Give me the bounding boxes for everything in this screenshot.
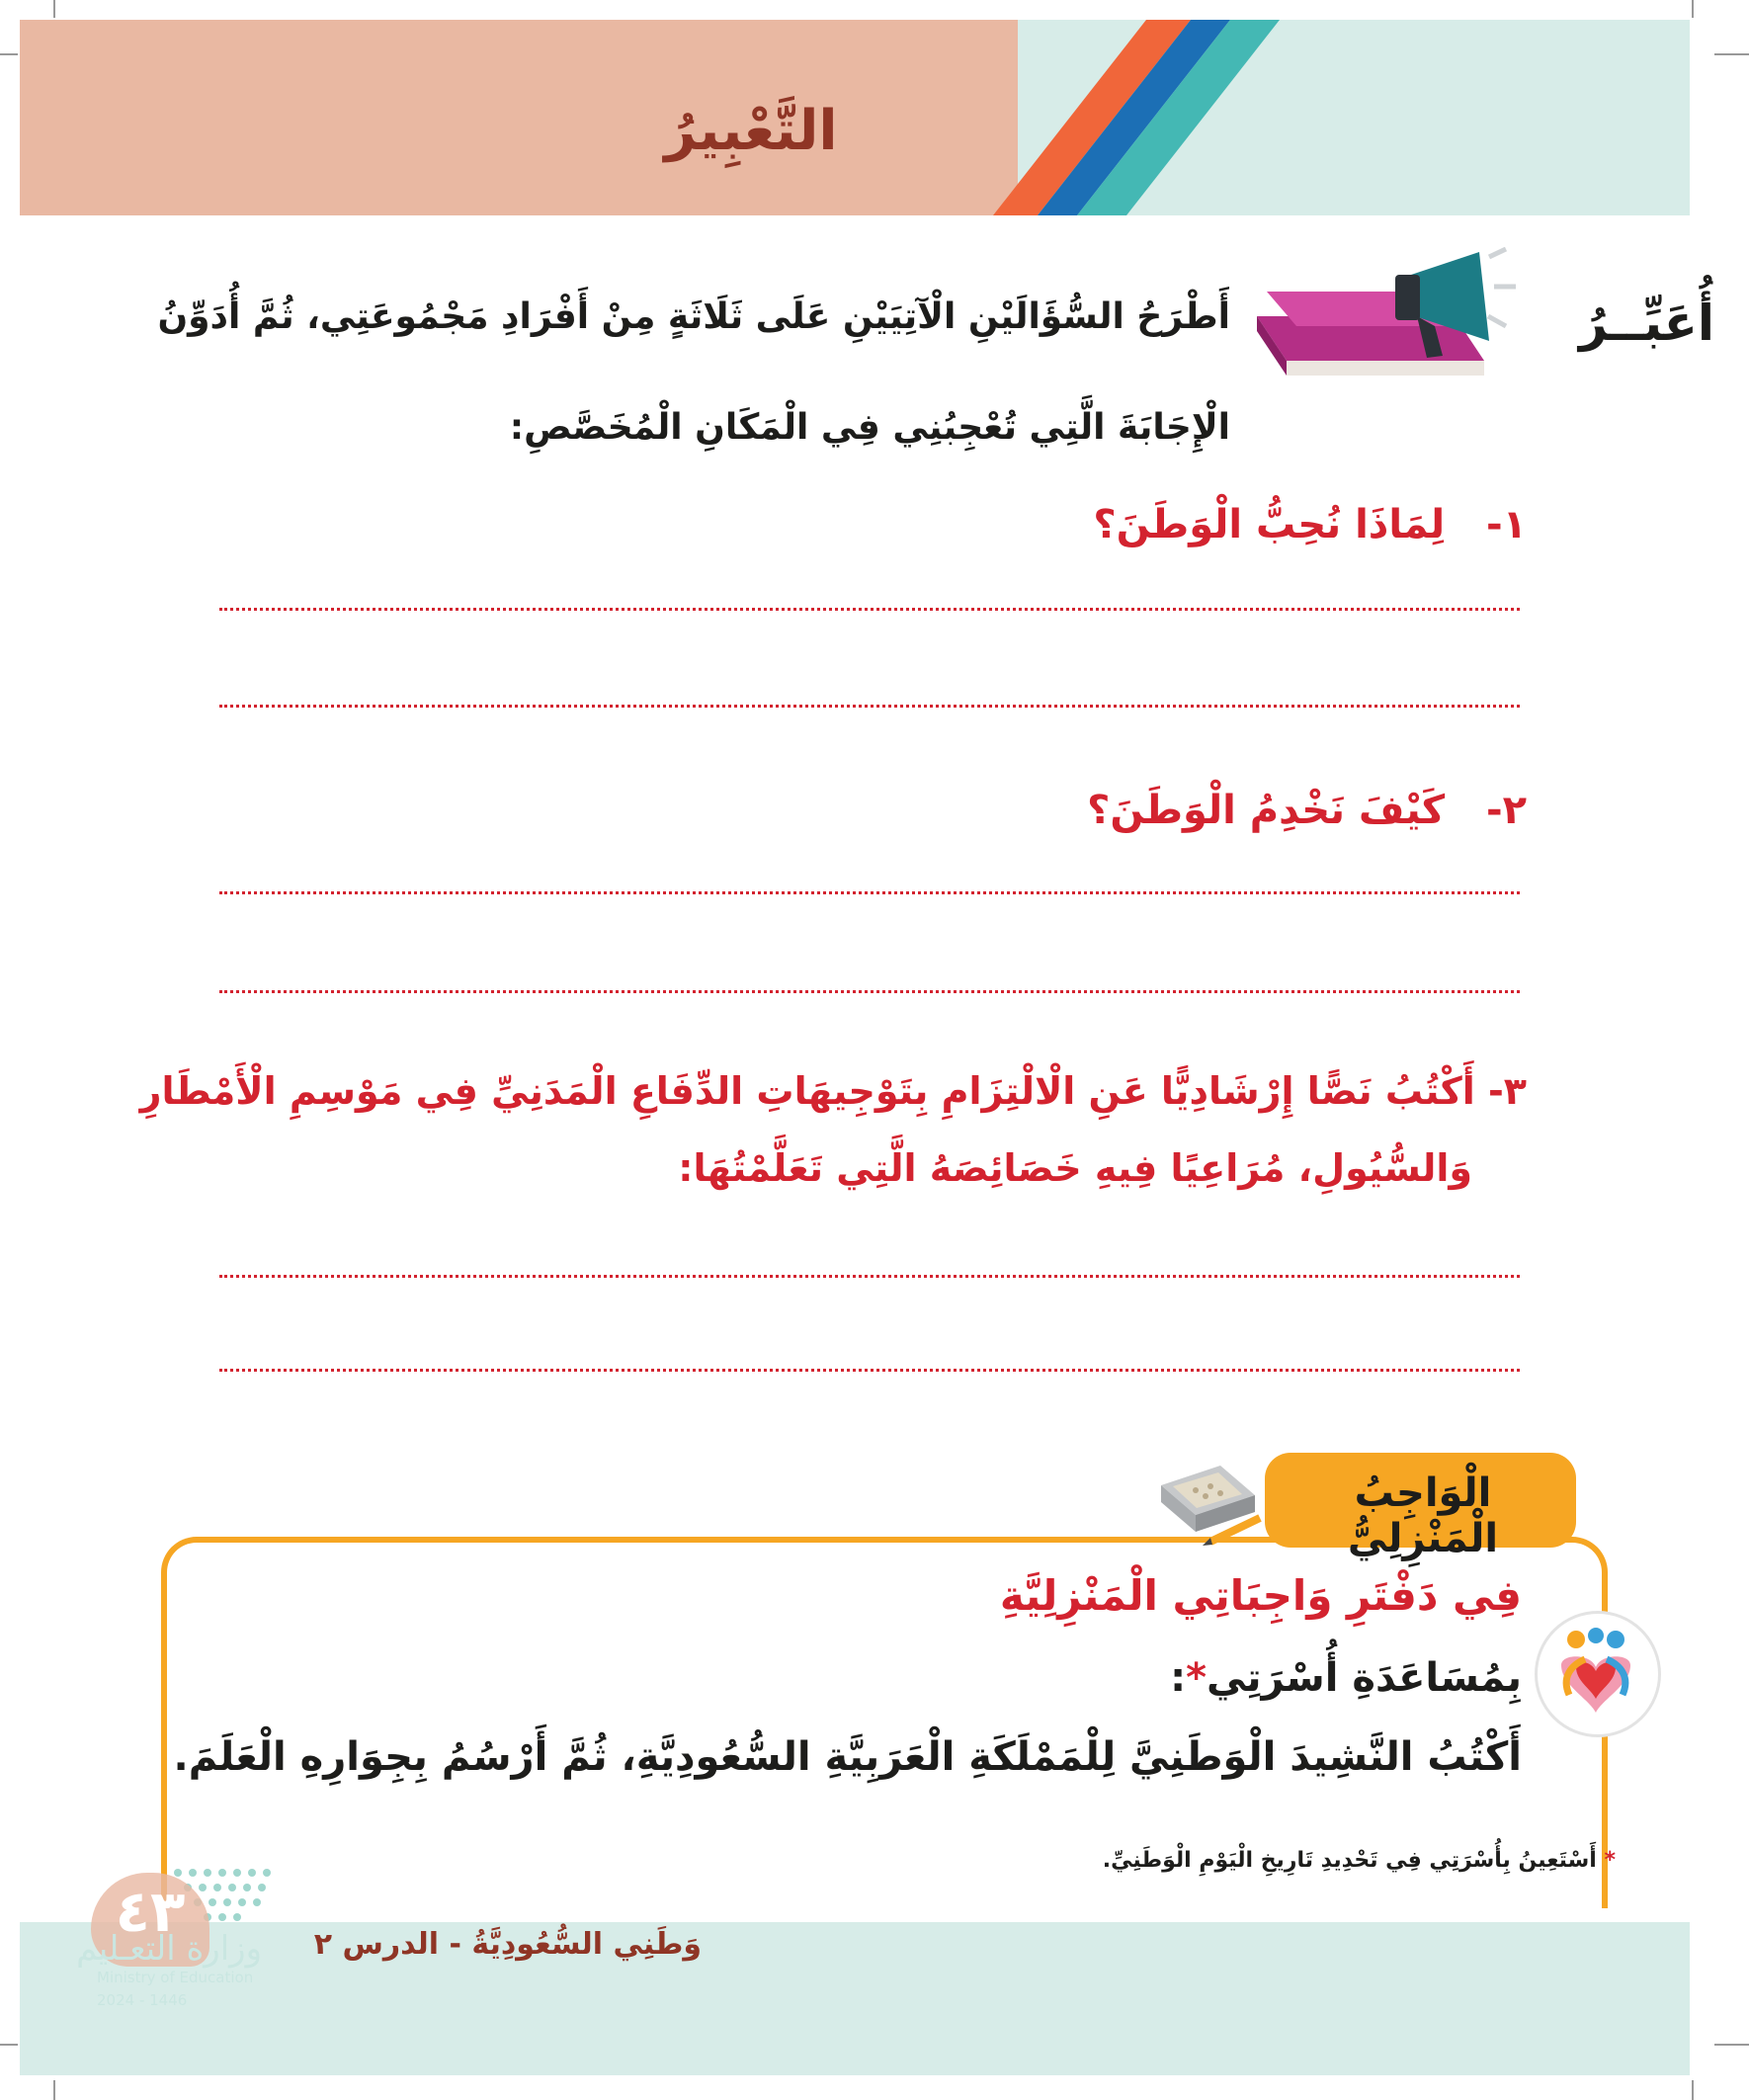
answer-line[interactable] [219, 1275, 1520, 1278]
homework-title: الْوَاجِبُ الْمَنْزِلِيُّ [1347, 1470, 1499, 1561]
question-2 [988, 788, 1527, 833]
crop-mark [1714, 2044, 1749, 2046]
crop-mark [53, 2080, 55, 2100]
book-megaphone-icon [1247, 247, 1534, 390]
express-label: أُعَبِّــرُ [1579, 294, 1714, 352]
help-label: بِمُسَاعَدَةِ أُسْرَتِي [1207, 1655, 1522, 1701]
edition-year: 2024 - 1446 [97, 1991, 188, 2009]
answer-line[interactable] [219, 990, 1520, 993]
crop-mark [53, 0, 55, 18]
footnote-mark: * [1604, 1848, 1616, 1873]
answer-line[interactable] [219, 705, 1520, 708]
question-number: ٢- [1485, 788, 1527, 833]
homework-task: أَكْتُبُ النَّشِيدَ الْوَطَنِيَّ لِلْمَمْلَكَةِ الْعَرَبِيَّةِ السُّعُودِيَّةِ، ثُمَّ أَرْسُمُ بِجِوَارِهِ الْعَلَمَ. [173, 1734, 1522, 1780]
answer-line[interactable] [219, 891, 1520, 894]
crop-mark [1692, 2080, 1694, 2100]
question-text: كَيْفَ نَخْدِمُ الْوَطَنَ؟ [1087, 788, 1446, 833]
crop-mark [0, 2044, 18, 2046]
help-mark: * [1186, 1655, 1208, 1701]
instruction-line-2: الْإِجَابَةَ الَّتِي تُعْجِبُنِي فِي الْمَكَانِ الْمُخَصَّصِ: [509, 407, 1230, 448]
question-text: أَكْتُبُ نَصًّا إِرْشَادِيًّا عَنِ الْالْتِزَامِ بِتَوْجِيهَاتِ الدِّفَاعِ الْمَدَنِيِّ فِي مَوْسِمِ الْأَمْطَارِ [139, 1069, 1475, 1113]
header-stripes [978, 20, 1294, 215]
question-3-line-2: وَالسُّيُولِ، مُرَاعِيًا فِيهِ خَصَائِصَهُ الَّتِي تَعَلَّمْتُهَا: [678, 1146, 1472, 1190]
tray-pencil-icon [1151, 1451, 1265, 1550]
homework-help [1087, 1655, 1522, 1701]
crop-mark [1714, 53, 1749, 55]
page-title: التَّعْبِيرُ [664, 99, 838, 163]
page-number: ٤٣ [115, 1878, 186, 1945]
ministry-name-en: Ministry of Education [97, 1969, 254, 1986]
answer-line[interactable] [219, 608, 1520, 611]
question-number: ٣- [1488, 1069, 1527, 1113]
help-colon: : [1170, 1655, 1187, 1701]
instruction-line-1: أَطْرَحُ السُّؤَالَيْنِ الْآتِيَيْنِ عَلَى ثَلَاثَةٍ مِنْ أَفْرَادِ مَجْمُوعَتِي، ثُمَّ أُدَوِّنُ [157, 296, 1230, 337]
homework-subtitle: فِي دَفْتَرِ وَاجِبَاتِي الْمَنْزِلِيَّةِ [999, 1571, 1522, 1620]
answer-line[interactable] [219, 1369, 1520, 1372]
footnote-text: أَسْتَعِينُ بِأُسْرَتِي فِي تَحْدِيدِ تَارِيخِ الْيَوْمِ الْوَطَنِيِّ. [1102, 1848, 1597, 1873]
family-icon [1551, 1626, 1640, 1717]
crop-mark [1692, 0, 1694, 18]
question-text: لِمَاذَا نُحِبُّ الْوَطَنَ؟ [1093, 502, 1446, 547]
crop-mark [0, 53, 18, 55]
question-3-line-1 [139, 1069, 1527, 1113]
lesson-label: وَطَنِي السُّعُودِيَّةُ - الدرس ٢ [313, 1927, 702, 1962]
question-number: ١- [1485, 502, 1527, 547]
ministry-name-ar: وزارة التعـليم [76, 1929, 262, 1969]
footnote [1077, 1848, 1616, 1873]
question-1 [988, 502, 1527, 547]
